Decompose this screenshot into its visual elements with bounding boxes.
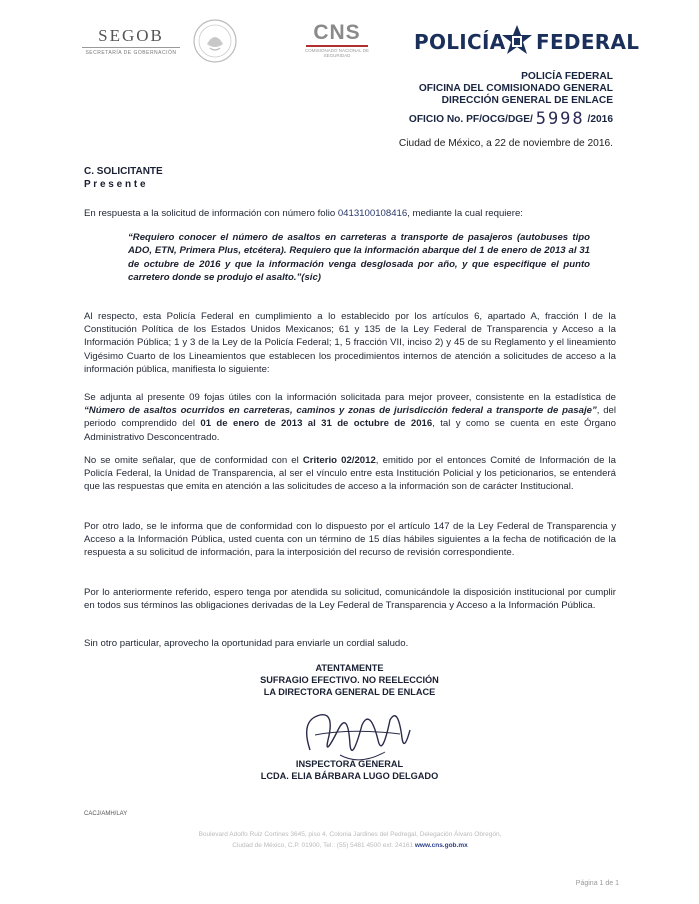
segob-logo-text: SEGOB (98, 26, 164, 45)
paragraph-criterio (84, 454, 616, 494)
pf-star-badge-icon (500, 24, 534, 60)
footer-contact: Ciudad de México, C.P. 01900, Tel.: (55) 5481 4500 ext. 24161 (232, 842, 415, 849)
signature-rank: INSPECTORA GENERAL (295, 759, 404, 769)
handwritten-signature (290, 700, 420, 768)
oficio-year: /2016 (587, 114, 613, 125)
pf-logo-right-text: FEDERAL (536, 30, 640, 54)
page-number: Página 1 de 1 (575, 880, 619, 887)
intro-before: En respuesta a la solicitud de información con número folio (84, 208, 338, 219)
paragraph-attachment (84, 391, 616, 444)
letterhead-line-1: POLICÍA FEDERAL (521, 71, 613, 82)
p2-text-c: , del periodo comprendido del (84, 405, 616, 430)
cns-logo-text: CNS (313, 21, 361, 44)
signature-motto: SUFRAGIO EFECTIVO. NO REELECCIÓN (260, 675, 439, 685)
p2-statistic-title: “Número de asaltos ocurridos en carreteras, caminos y zonas de jurisdicción federal a transporte de pasaje” (84, 405, 597, 417)
recipient-presente: P r e s e n t e (84, 179, 146, 190)
oficio-prefix: OFICIO No. PF/OCG/DGE/ (408, 114, 533, 125)
pf-logo-left-text: POLICÍA (414, 30, 506, 54)
p3-text-c: , emitido por el entonces Comité de Información de la Policía Federal, la Unidad de Transparencia, al ser el vínculo entre esta Institución Policial y los peticionarios, se entenderá que las respuestas que emita en atención a las solicitudes de acceso a la información son de carácter Institucional. (84, 455, 616, 493)
footer-address (140, 829, 560, 851)
paragraph-farewell: Sin otro particular, aprovecho la oportunidad para enviarle un cordial saludo. (84, 638, 409, 649)
folio-number: 0413100108416 (337, 208, 408, 219)
mexico-seal-icon (192, 18, 238, 64)
oficio-handwritten-number: 5998 (535, 109, 585, 129)
intro-paragraph (84, 207, 616, 220)
p2-text-e: , tal y como se cuenta en este Órgano Administrativo Desconcentrado. (84, 418, 616, 443)
signature-atentamente: ATENTAMENTE (315, 663, 384, 673)
cns-logo (302, 22, 372, 62)
footer-line-2 (140, 840, 560, 851)
footer-line-1: Boulevard Adolfo Ruiz Cortines 3645, piso 4, Colonia Jardines del Pedregal, Delegación Álvaro Obregón, (198, 831, 502, 838)
paragraph-recurso: Por otro lado, se le informa que de conformidad con lo dispuesto por el artículo 147 de la Ley Federal de Transparencia y Acceso a la Información Pública, usted cuenta con un término de 15 días hábiles siguientes a la fecha de notificación de la respuesta a su solicitud de información, para la interposición del recurso de revisión correspondiente. (84, 521, 616, 559)
request-quote: “Requiero conocer el número de asaltos en carreteras a transporte de pasajeros (autobuses tipo ADO, ETN, Primera Plus, etcétera). Requiero que la información abarque del 1 de enero de 2013 al 31 de octubre de 2016 y que la información venga desglosada por año, y que especifique el punto carretero donde se produjo el asalto.”(sic) (128, 232, 590, 284)
letter-date: Ciudad de México, a 22 de noviembre de 2016. (398, 138, 613, 149)
oficio-number-row (409, 107, 613, 127)
paragraph-closing: Por lo anteriormente referido, espero tenga por atendida su solicitud, comunicándole la disposición institucional por cumplir en todos sus términos las obligaciones derivadas de la Ley Federal de Transparencia y Acceso a la Información Pública. (84, 587, 616, 612)
initials-reference: CACJ/AMH/LAY (84, 811, 128, 817)
signature-directora: LA DIRECTORA GENERAL DE ENLACE (263, 687, 436, 697)
letterhead-line-2: OFICINA DEL COMISIONADO GENERAL (418, 83, 613, 94)
segob-logo-subtitle: SECRETARÍA DE GOBERNACIÓN (82, 47, 180, 56)
p2-period: 01 de enero de 2013 al 31 de octubre de 2016 (200, 418, 433, 430)
paragraph-legal-basis: Al respecto, esta Policía Federal en cumplimiento a lo establecido por los artículos 6, apartado A, fracción I de la Constitución Política de los Estados Unidos Mexicanos; 61 y 135 de la Ley Federal de Transparencia y Acceso a la Información Pública; 1 y 3 de la Ley de la Policía Federal; 1, 5 fracción VII, inciso 2) y 45 de su Reglamento y el lineamiento Vigésimo Cuarto de los Lineamientos que establecen los procedimientos internos de atención a solicitudes de acceso a la información pública, manifiesta lo siguiente: (84, 311, 616, 375)
p2-text-a: Se adjunta al presente 09 fojas útiles con la información solicitada para mejor proveer, consistente en la estadística de (84, 392, 616, 403)
footer-website-link[interactable]: www.cns.gob.mx (414, 842, 468, 849)
letterhead-line-3: DIRECCIÓN GENERAL DE ENLACE (441, 95, 613, 106)
intro-after: , mediante la cual requiere: (407, 208, 523, 219)
signature-name: LCDA. ELIA BÁRBARA LUGO DELGADO (260, 771, 439, 781)
p3-criterio: Criterio 02/2012 (302, 455, 376, 466)
cns-logo-bar (306, 45, 368, 47)
segob-logo (82, 26, 180, 62)
recipient-name: C. SOLICITANTE (84, 166, 163, 177)
cns-logo-subtitle: COMISIONADO NACIONAL DE SEGURIDAD (304, 48, 370, 58)
policia-federal-logo (414, 24, 640, 60)
p3-text-a: No se omite señalar, que de conformidad con el (84, 455, 303, 466)
